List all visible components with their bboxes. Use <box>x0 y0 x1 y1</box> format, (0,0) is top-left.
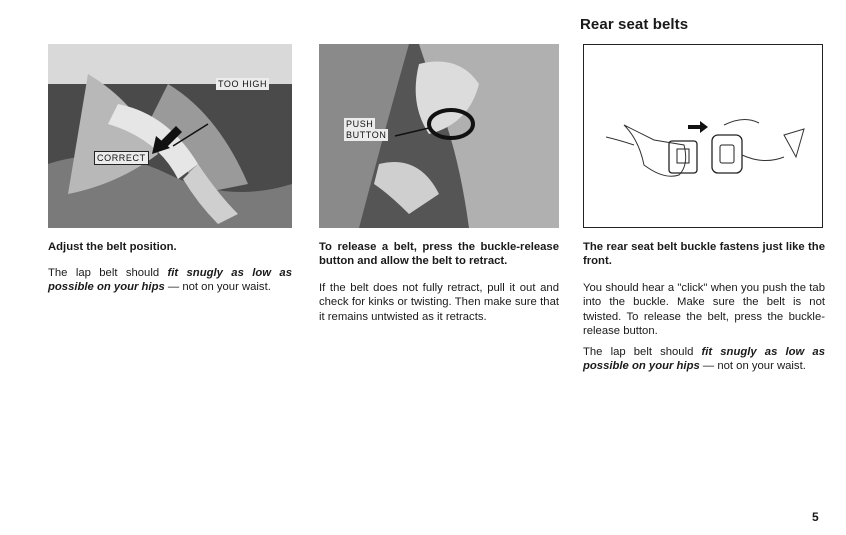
panel3-heading: The rear seat belt buckle fastens just like the front. <box>583 241 825 267</box>
panel2-heading: To release a belt, press the buckle-release button and allow the belt to retract. <box>319 241 559 267</box>
button-label: BUTTON <box>346 130 387 140</box>
page-number: 5 <box>812 510 819 524</box>
panel1-heading: Adjust the belt position. <box>48 241 177 253</box>
buckle-release-photo <box>319 44 559 228</box>
panel2-body: If the belt does not fully retract, pull it out and check for kinks or twisting. Then make sure that it remains untwisted as it retracts. <box>319 282 559 323</box>
correct-label: CORRECT <box>94 151 149 165</box>
too-high-label: TOO HIGH <box>218 79 268 89</box>
panel3-body <box>583 281 825 373</box>
belt-position-photo <box>48 44 292 228</box>
rear-buckle-diagram <box>583 44 823 228</box>
section-title: Rear seat belts <box>580 16 689 33</box>
panel1-body: The lap belt should fit snugly as low as possible on your hips — not on your waist. <box>48 267 292 294</box>
panel3-body-paragraph2: The lap belt should fit snugly as low as possible on your hips — not on your waist. <box>583 345 825 373</box>
panel3-body-paragraph1: You should hear a "click" when you push the tab into the buckle. Make sure the belt is not twisted. To release the belt, press the buckle-release button. <box>583 282 825 338</box>
push-label: PUSH <box>346 119 374 129</box>
